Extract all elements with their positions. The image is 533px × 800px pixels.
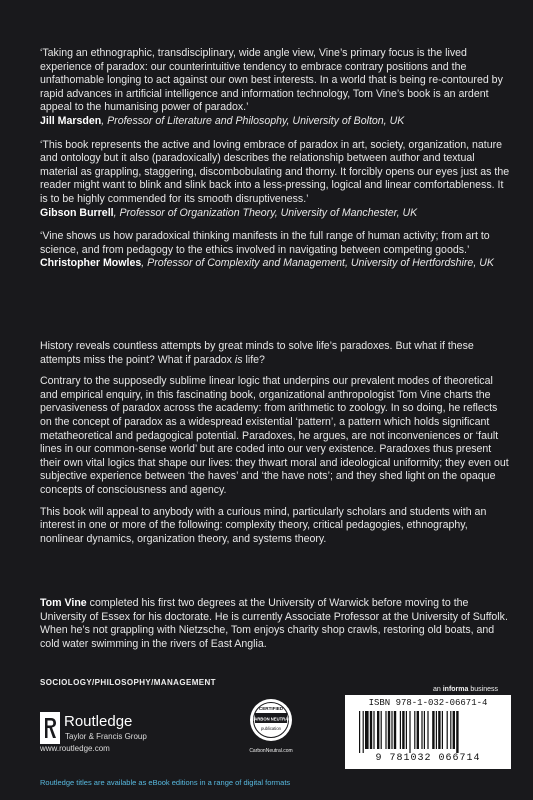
publisher-website[interactable]: www.routledge.com	[40, 744, 110, 753]
barcode-bar	[388, 711, 390, 749]
barcode-digits: 9 781032 066714	[375, 753, 481, 764]
barcode-bar	[381, 711, 382, 749]
isbn-number: ISBN 978-1-032-06671-4	[368, 698, 488, 708]
carbon-mark-label: CARBON NEUTRAL	[251, 716, 291, 722]
routledge-r-icon	[40, 712, 60, 744]
author-bio-text: completed his first two degrees at the University of Warwick before moving to the University of Essex for his doctorate. He is currently Associate Professor at the University of Suffolk. When he’s not grappling with Nietzsche, Tom enjoys charity shop crawls, restoring old boats, and cold water swimming in the rivers of East Anglia.	[40, 597, 508, 650]
publisher-name: Routledge	[64, 713, 133, 730]
publisher-group: Taylor & Francis Group	[65, 732, 147, 741]
isbn-barcode	[345, 695, 511, 769]
barcode-bar	[417, 711, 419, 749]
barcode-bar	[370, 711, 372, 749]
description-paragraph	[40, 340, 512, 367]
ebook-availability-note: Routledge titles are available as eBook editions in a range of digital formats	[40, 778, 291, 787]
barcode-bar	[424, 711, 425, 749]
barcode-bar	[365, 711, 369, 749]
barcode-bar	[402, 711, 404, 749]
subject-category: SOCIOLOGY/PHILOSOPHY/MANAGEMENT	[40, 678, 216, 687]
barcode-bar	[427, 711, 428, 749]
endorsement	[40, 47, 510, 129]
barcode-bar	[442, 711, 443, 749]
endorsement-attribution	[40, 115, 404, 127]
barcode-icon	[359, 711, 497, 753]
barcode-bar	[409, 711, 410, 753]
endorsement-quote: ‘Taking an ethnographic, transdisciplinary, wide angle view, Vine’s primary focus is the lived experience of paradox: our counterintuitive tendency to embrace contrary positions and the unfathomable longing to act against our own best interests. In a world that is being re-contoured by rapid advances in artificial intelligence and information technology, Tom Vine’s book is an ardent appeal to the humanising power of paradox.’	[40, 47, 503, 114]
barcode-bar	[406, 711, 407, 749]
barcode-bar	[438, 711, 440, 749]
description-text: History reveals countless attempts by great minds to solve life’s paradoxes. But what if these attempts miss the point? What if paradox	[40, 340, 474, 366]
barcode-bar	[400, 711, 401, 749]
informa-prefix: an	[433, 686, 443, 693]
endorser-name: Gibson Burrell	[40, 206, 114, 219]
barcode-bar	[414, 711, 415, 749]
author-bio	[40, 597, 512, 651]
informa-suffix: business	[468, 686, 498, 693]
endorsement-attribution	[40, 207, 417, 219]
endorser-title: , Professor of Literature and Philosophy, University of Bolton, UK	[101, 114, 405, 127]
barcode-bar	[363, 711, 364, 753]
carbon-publication-label: publication	[260, 726, 282, 731]
barcode-bar	[456, 711, 458, 753]
endorsement	[40, 230, 510, 271]
barcode-bar	[377, 711, 379, 749]
endorsement-quote: ‘Vine shows us how paradoxical thinking manifests in the full range of human activity; from art to science, and from pedagogy to the ethics involved in navigating between competing goods.’	[40, 230, 490, 256]
barcode-bar	[359, 711, 360, 753]
informa-business	[433, 686, 498, 693]
endorser-name: Christopher Mowles	[40, 257, 142, 270]
barcode-bar	[432, 711, 434, 749]
endorsements	[40, 47, 510, 281]
book-description	[40, 340, 512, 554]
endorser-title: , Professor of Organization Theory, University of Manchester, UK	[113, 206, 418, 219]
informa-name: informa	[442, 686, 469, 693]
barcode-bar	[450, 711, 451, 749]
endorsement-attribution	[40, 257, 494, 269]
barcode-bar	[447, 711, 448, 749]
barcode-bar	[394, 711, 396, 749]
description-text: life?	[242, 353, 265, 366]
barcode-bar	[391, 711, 392, 749]
barcode-bar	[385, 711, 386, 749]
endorser-title: , Professor of Complexity and Management, University of Hertfordshire, UK	[141, 257, 494, 270]
description-paragraph: Contrary to the supposedly sublime linear logic that underpins our prevalent modes of theoretical and empirical enquiry, in this fascinating book, organizational anthropologist Tom Vine charts the pervasiveness of paradox across the academy: from arithmetic to zoology. In so doing, he reflects on the concept of paradox as a widespread existential ‘pattern’, a pattern which holds significant metatheoretical and pedagogical potential. Paradoxes, he argues, are not inconveniences or ‘fault lines in our common-sense world’ but are coded into our very existence. Paradoxes thus present their own vital logics that shape our lives: they thwart moral and ideological uniformity; they even out subjective experience between ‘the haves’ and ‘the have nots’; and they shed light on the opaque concepts of consciousness and agency.	[40, 375, 509, 496]
description-paragraph: This book will appeal to anybody with a curious mind, particularly scholars and students with an interest in one or more of the following: complexity theory, critical pedagogies, ethnography, nonlinear dynamics, organization theory, and systems theory.	[40, 505, 487, 545]
endorser-name: Jill Marsden	[40, 114, 102, 127]
carbon-neutral-url: CarbonNeutral.com	[249, 748, 293, 754]
barcode-bar	[453, 711, 455, 749]
endorsement	[40, 139, 510, 221]
barcode-bar	[421, 711, 422, 749]
endorsement-quote: ‘This book represents the active and loving embrace of paradox in art, society, organization, nature and ontology but it also (paradoxically) describes the relationship between author and textual material as grappling, staggering, discombobulating and thorny. It forcibly opens our eyes just as the reader might want to blink and slink back into a less-pressing, logical and linear comfortableness. It is to be highly commended for its smooth disruptiveness.’	[40, 138, 510, 205]
author-name: Tom Vine	[40, 597, 87, 609]
carbon-certified-label: CERTIFIED	[258, 706, 284, 711]
barcode-bar	[436, 711, 437, 749]
description-emphasis: is	[234, 353, 243, 366]
barcode-bar	[373, 711, 374, 749]
